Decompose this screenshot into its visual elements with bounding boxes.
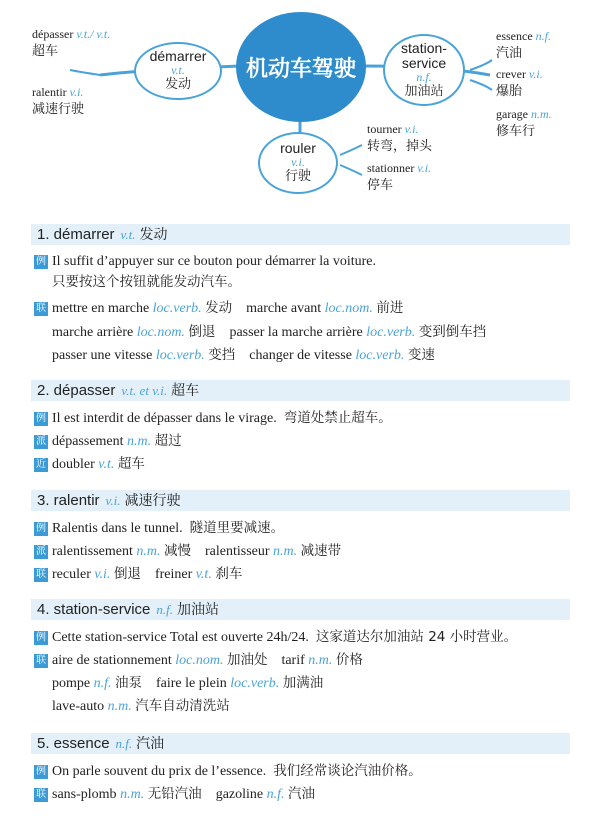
leaf-zh: 转弯，掉头 xyxy=(367,139,433,154)
term-zh: 加油处 xyxy=(226,652,268,668)
bubble-rouler xyxy=(258,132,338,194)
example-translation xyxy=(52,272,241,293)
related-line xyxy=(34,298,403,319)
derived-line xyxy=(34,541,341,562)
leaf-ralentir xyxy=(32,84,84,118)
example-line xyxy=(34,408,392,429)
leaf-zh: 减速行驶 xyxy=(32,102,85,117)
example-line xyxy=(34,761,422,782)
section-zh: 超车 xyxy=(171,383,200,399)
example-line xyxy=(34,627,517,648)
leaf-pos: v.i. xyxy=(69,85,84,99)
mindmap-center: 机动车驾驶 xyxy=(236,12,366,122)
example-zh: 只要按这个按钮就能发动汽车。 xyxy=(52,274,241,290)
term: marche arrière xyxy=(52,325,134,340)
term-pos: n.m. xyxy=(308,653,333,668)
bubble-station-service xyxy=(383,34,465,106)
section-header xyxy=(31,380,570,401)
section-pos: n.f. xyxy=(156,602,174,617)
leaf-word: ralentir xyxy=(32,85,67,99)
example-text: Il suffit d’appuyer sur ce bouton pour démarrer la voiture. xyxy=(52,254,376,269)
term: sans-plomb xyxy=(52,787,117,802)
term-pos: loc.verb. xyxy=(155,348,205,363)
section-title: 4. station-service xyxy=(37,601,151,618)
section-title: 2. dépasser xyxy=(37,382,116,399)
term-zh: 刹车 xyxy=(215,566,243,582)
term: passer la marche arrière xyxy=(229,325,363,340)
term-pos: loc.nom. xyxy=(175,653,224,668)
term-pos: n.m. xyxy=(273,544,298,559)
term: dépassement xyxy=(52,434,124,449)
example-zh: 弯道处禁止超车。 xyxy=(283,410,392,426)
leaf-word: crever xyxy=(496,67,526,81)
related-line xyxy=(34,650,363,671)
term-zh: 油泵 xyxy=(115,675,142,691)
leaf-tourner xyxy=(367,121,432,155)
section-pos: v.i. xyxy=(105,493,121,508)
leaf-zh: 超车 xyxy=(32,44,59,59)
bubble-pos: v.i. xyxy=(291,155,305,169)
leaf-pos: v.i. xyxy=(404,122,419,136)
term-pos: loc.verb. xyxy=(355,348,405,363)
section-pos: n.f. xyxy=(115,736,133,751)
leaf-word: essence xyxy=(496,29,533,43)
leaf-essence xyxy=(496,28,551,62)
term-zh: 汽油 xyxy=(288,786,315,802)
example-tag: 例 xyxy=(36,256,46,267)
term-pos: n.f. xyxy=(93,676,112,691)
bubble-word: rouler xyxy=(280,140,316,156)
example-line xyxy=(34,252,376,272)
example-tag: 例 xyxy=(36,632,46,643)
section-title: 5. essence xyxy=(37,735,110,752)
related-line xyxy=(34,564,242,585)
related-line xyxy=(52,696,230,717)
term-pos: loc.verb. xyxy=(230,676,280,691)
term-pos: n.m. xyxy=(127,434,152,449)
example-line xyxy=(34,518,284,539)
example-tag: 例 xyxy=(36,413,46,424)
related-tag: 联 xyxy=(36,655,46,666)
leaf-word: garage xyxy=(496,107,528,121)
term-pos: n.m. xyxy=(136,544,161,559)
leaf-pos: v.i. xyxy=(528,67,543,81)
term: freiner xyxy=(154,567,193,582)
term: pompe xyxy=(52,676,91,691)
term-pos: loc.nom. xyxy=(324,301,373,316)
example-tag: 例 xyxy=(36,766,46,777)
bubble-pos: n.f. xyxy=(416,69,432,84)
term: gazoline xyxy=(215,787,264,802)
section-header xyxy=(31,733,570,754)
leaf-zh: 停车 xyxy=(367,178,394,193)
related-tag: 联 xyxy=(36,569,46,580)
bubble-demarrer xyxy=(134,42,222,100)
related-line xyxy=(34,784,315,805)
related-tag: 联 xyxy=(36,303,46,314)
term-zh: 变挡 xyxy=(208,347,236,363)
synonym-tag: 近 xyxy=(36,459,46,470)
section-header xyxy=(31,490,570,511)
example-text: On parle souvent du prix de l’essence. xyxy=(52,764,267,779)
leaf-pos: v.i. xyxy=(417,161,432,175)
leaf-pos: n.f. xyxy=(535,29,551,43)
term-zh: 价格 xyxy=(335,652,363,668)
synonym-line xyxy=(34,454,145,475)
term-pos: n.m. xyxy=(120,787,145,802)
term: ralentisseur xyxy=(205,544,270,559)
term: reculer xyxy=(52,567,91,582)
section-pos: v.t. et v.i. xyxy=(121,383,168,398)
leaf-depasser xyxy=(32,26,112,60)
term-pos: v.i. xyxy=(94,567,111,582)
leaf-word: stationner xyxy=(367,161,415,175)
leaf-garage xyxy=(496,106,552,140)
example-zh: 这家道达尔加油站 24 小时营业。 xyxy=(315,629,518,645)
term: aire de stationnement xyxy=(52,653,172,668)
section-header xyxy=(31,599,570,620)
related-line xyxy=(52,673,323,694)
related-line xyxy=(52,322,486,343)
section-zh: 汽油 xyxy=(136,736,165,752)
leaf-pos: n.m. xyxy=(530,107,552,121)
example-zh: 我们经常谈论汽油价格。 xyxy=(273,763,422,779)
leaf-zh: 爆胎 xyxy=(496,84,523,99)
term-zh: 倒退 xyxy=(188,324,216,340)
section-header xyxy=(31,224,570,245)
derived-line xyxy=(34,431,182,452)
bubble-word: service xyxy=(401,54,447,71)
term-pos: n.m. xyxy=(107,699,132,714)
derived-tag: 派 xyxy=(36,436,46,447)
example-zh: 隧道里要减速。 xyxy=(189,520,285,536)
term-zh: 无铅汽油 xyxy=(147,786,202,802)
term-pos: v.t. xyxy=(98,457,115,472)
term-zh: 汽车自动清洗站 xyxy=(135,698,230,714)
term: mettre en marche xyxy=(52,301,150,316)
leaf-word: tourner xyxy=(367,122,402,136)
term-pos: n.f. xyxy=(266,787,285,802)
section-zh: 加油站 xyxy=(177,602,220,618)
term-pos: loc.verb. xyxy=(152,301,202,316)
term: changer de vitesse xyxy=(249,348,352,363)
section-title: 3. ralentir xyxy=(37,492,100,509)
term-zh: 减慢 xyxy=(164,543,191,559)
bubble-zh: 行驶 xyxy=(284,169,311,184)
bubble-zh: 发动 xyxy=(164,77,191,92)
leaf-zh: 汽油 xyxy=(496,46,523,61)
leaf-crever xyxy=(496,66,543,100)
term-zh: 变速 xyxy=(407,347,435,363)
term-zh: 超车 xyxy=(117,456,145,472)
leaf-pos: v.t./ v.t. xyxy=(76,27,111,41)
section-zh: 发动 xyxy=(139,227,168,243)
term-zh: 变到倒车挡 xyxy=(418,324,487,340)
bubble-word: démarrer xyxy=(149,48,207,64)
section-title: 1. démarrer xyxy=(37,226,115,243)
related-tag: 联 xyxy=(36,789,46,800)
term: faire le plein xyxy=(156,676,227,691)
example-text: Cette station-service Total est ouverte 24h/24. xyxy=(52,630,309,645)
term-zh: 倒退 xyxy=(113,566,141,582)
bubble-word: station- xyxy=(401,39,447,56)
bubble-pos: v.t. xyxy=(171,63,185,77)
section-zh: 减速行驶 xyxy=(124,493,181,509)
term-zh: 超过 xyxy=(154,433,182,449)
term: marche avant xyxy=(246,301,322,316)
related-line xyxy=(52,345,435,366)
example-text: Ralentis dans le tunnel. xyxy=(52,521,183,536)
term-zh: 减速带 xyxy=(300,543,342,559)
term-zh: 发动 xyxy=(205,300,233,316)
term: ralentissement xyxy=(52,544,133,559)
term: lave-auto xyxy=(52,699,105,714)
derived-tag: 派 xyxy=(36,546,46,557)
section-pos: v.t. xyxy=(120,227,136,242)
leaf-stationner xyxy=(367,160,431,194)
term: doubler xyxy=(52,457,95,472)
term-zh: 加满油 xyxy=(282,675,324,691)
term-pos: loc.nom. xyxy=(136,325,185,340)
term: passer une vitesse xyxy=(52,348,153,363)
leaf-word: dépasser xyxy=(32,27,74,41)
term-zh: 前进 xyxy=(376,300,404,316)
leaf-zh: 修车行 xyxy=(496,124,536,139)
example-text: Il est interdit de dépasser dans le virage. xyxy=(52,411,277,426)
term-pos: loc.verb. xyxy=(366,325,416,340)
term: tarif xyxy=(281,653,305,668)
term-pos: v.t. xyxy=(195,567,212,582)
bubble-zh: 加油站 xyxy=(404,83,444,99)
example-tag: 例 xyxy=(36,523,46,534)
